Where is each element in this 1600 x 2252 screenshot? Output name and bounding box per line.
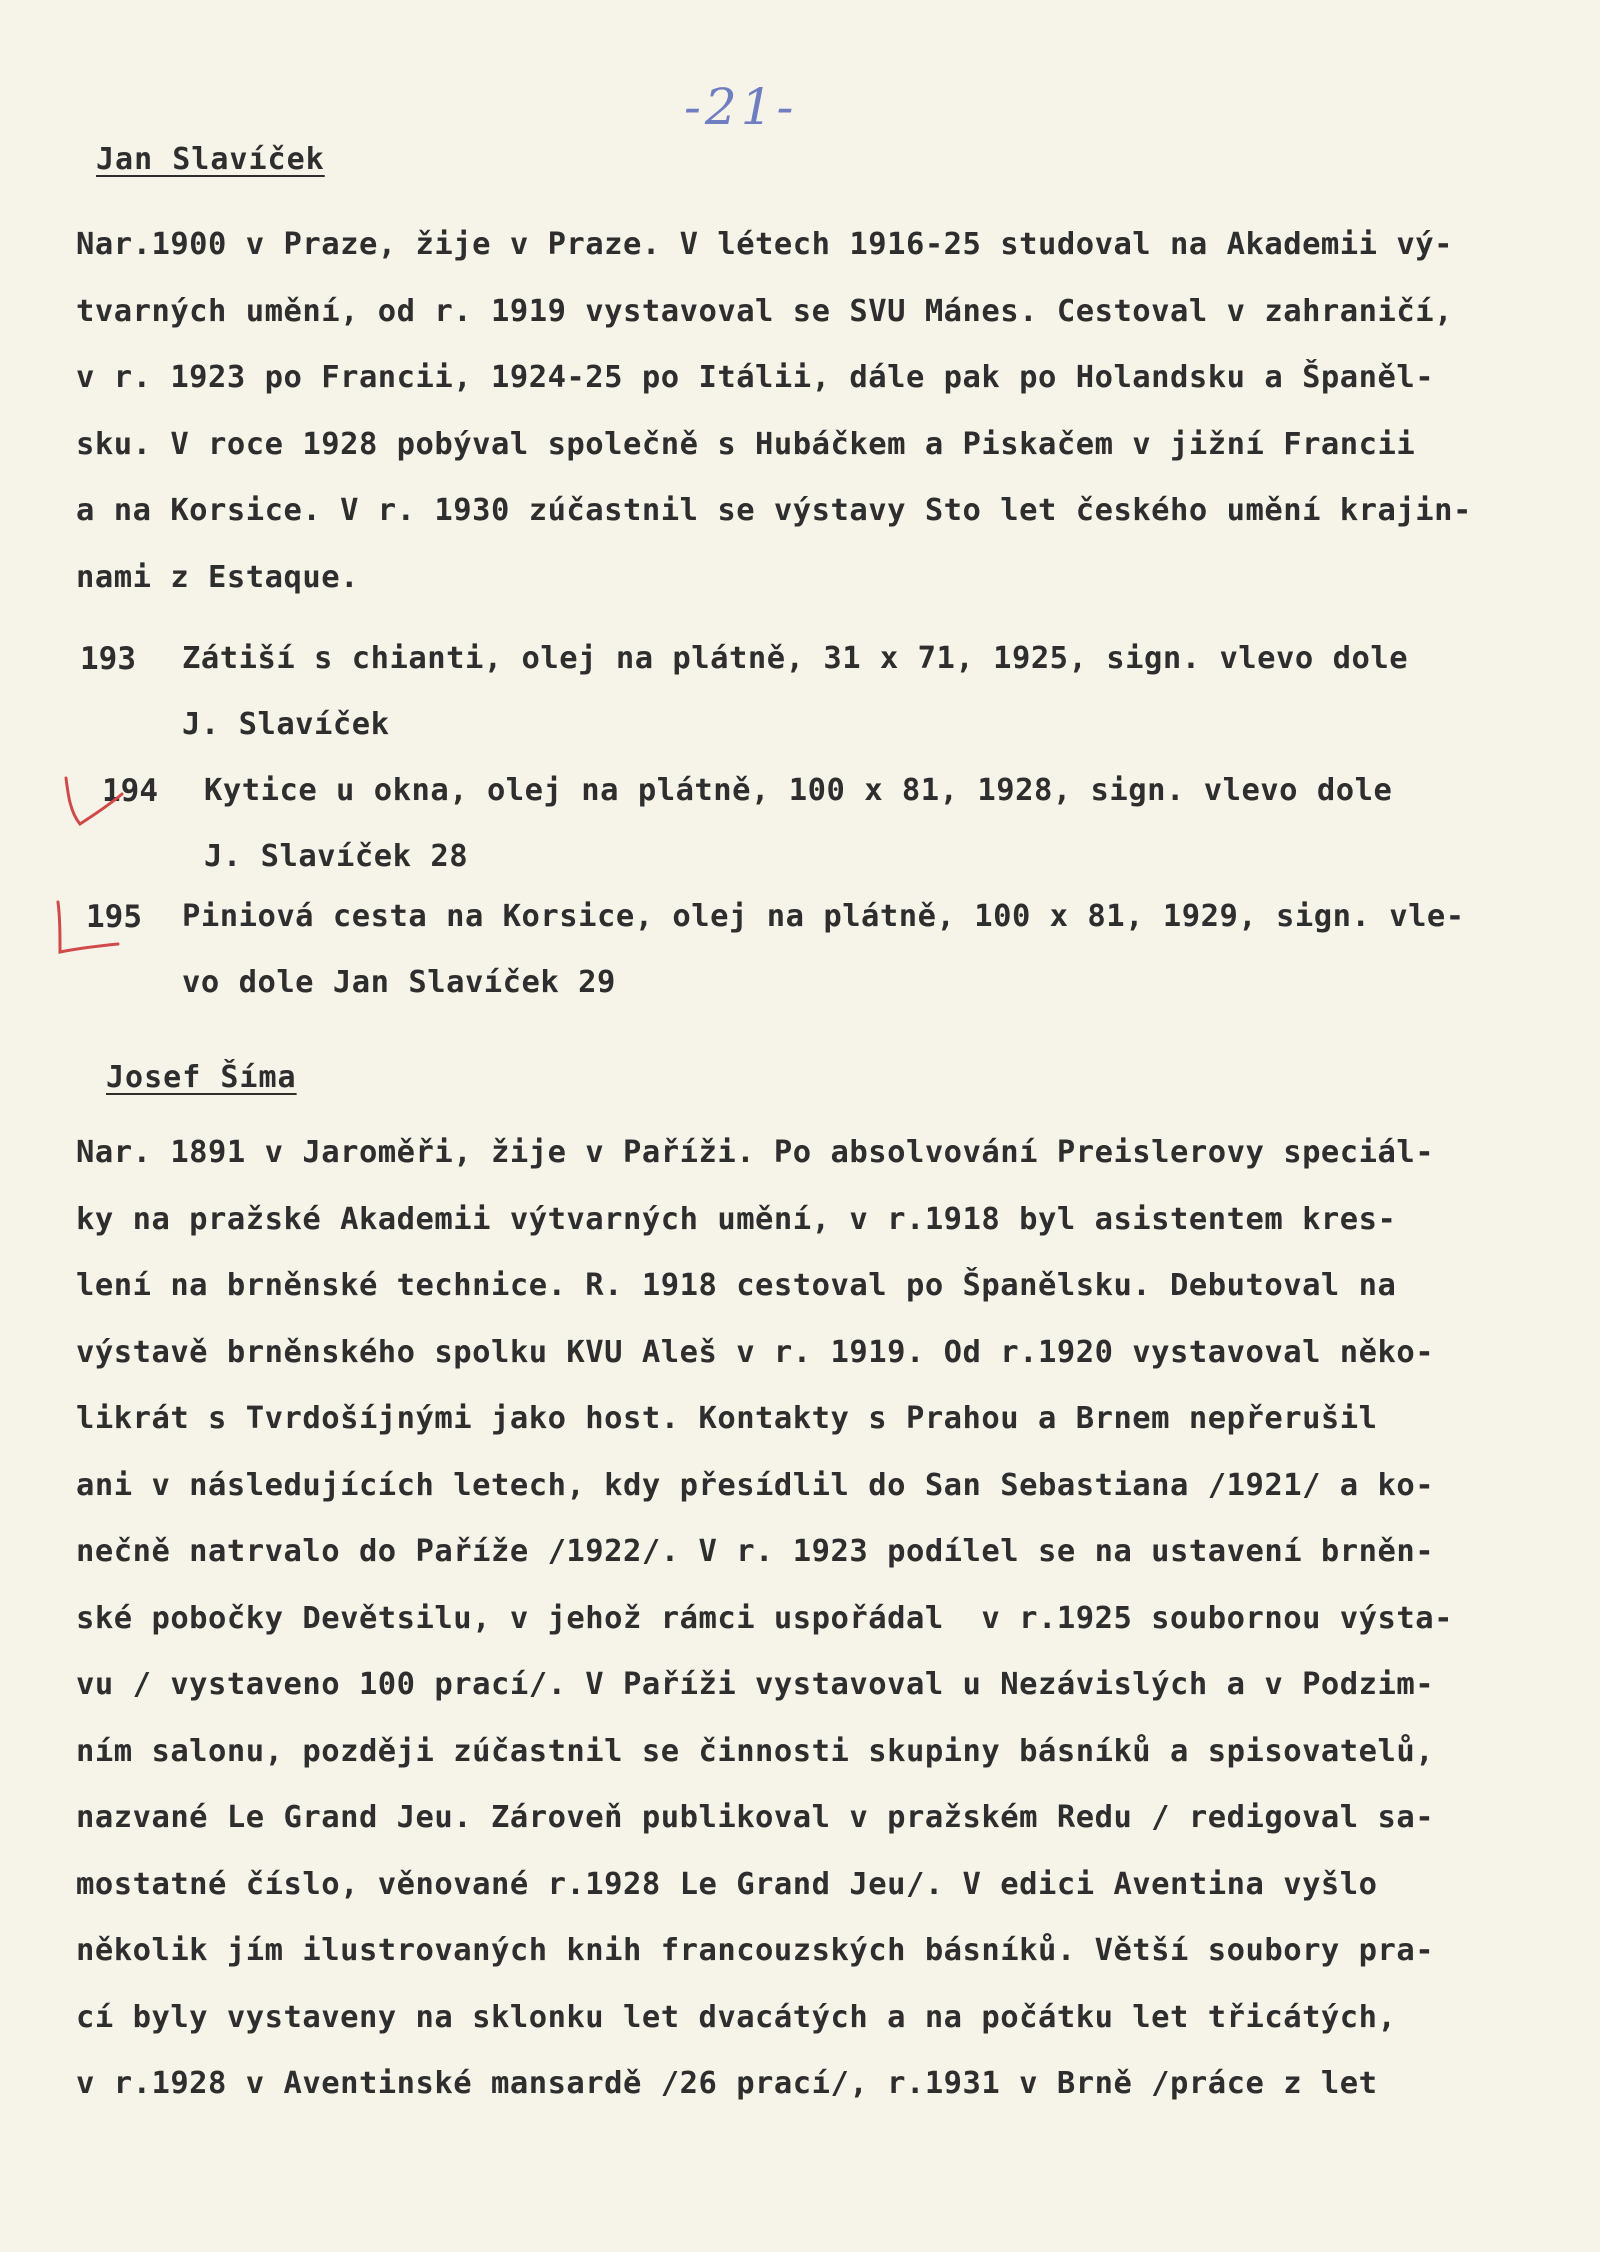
entry-line: J. Slavíček xyxy=(182,707,390,742)
entry-number: 195 xyxy=(86,899,142,935)
section-heading-slavicek: Jan Slavíček xyxy=(96,142,325,177)
bio-line: Nar.1900 v Praze, žije v Praze. V létech 1916-25 studoval na Akademii vý- xyxy=(76,227,1453,262)
bio-line: Nar. 1891 v Jaroměři, žije v Paříži. Po absolvování Preislerovy speciál- xyxy=(76,1135,1435,1170)
bio-line: lení na brněnské technice. R. 1918 cestoval po Španělsku. Debutoval na xyxy=(76,1268,1397,1303)
bio-line: vu / vystaveno 100 prací/. V Paříži vystavoval u Nezávislých a v Podzim- xyxy=(76,1667,1435,1702)
bio-line: cí byly vystaveny na sklonku let dvacátých a na počátku let třicátých, xyxy=(76,1999,1397,2035)
bio-line: v r. 1923 po Francii, 1924-25 po Itálii, dále pak po Holandsku a Španěl- xyxy=(76,360,1435,395)
bio-paragraph-slavicek xyxy=(76,212,1566,611)
bio-line: v r.1928 v Aventinské mansardě /26 prací/, r.1931 v Brně /práce z let xyxy=(76,2066,1378,2101)
entry-line: Kytice u okna, olej na plátně, 100 x 81, 1928, sign. vlevo dole xyxy=(204,773,1393,808)
bio-line: několik jím ilustrovaných knih francouzských básníků. Větší soubory pra- xyxy=(76,1933,1435,1968)
section-heading-sima: Josef Šíma xyxy=(106,1060,297,1095)
check-mark-icon xyxy=(58,772,128,836)
entry-number: 194 xyxy=(102,773,158,809)
bio-line: nami z Estaque. xyxy=(76,559,359,595)
bio-line: ani v následujících letech, kdy přesídlil do San Sebastiana /1921/ a ko- xyxy=(76,1467,1435,1503)
entry-line: vo dole Jan Slavíček 29 xyxy=(182,965,616,1000)
bio-line: nazvané Le Grand Jeu. Zároveň publikoval v pražském Redu / redigoval sa- xyxy=(76,1800,1435,1835)
bio-line: sku. V roce 1928 pobýval společně s Hubáčkem a Piskačem v jižní Francii xyxy=(76,426,1416,462)
bio-line: ním salonu, později zúčastnil se činnosti skupiny básníků a spisovatelů, xyxy=(76,1733,1435,1769)
bio-line: mostatné číslo, věnované r.1928 Le Grand Jeu/. V edici Aventina vyšlo xyxy=(76,1866,1378,1902)
entry-line: Piniová cesta na Korsice, olej na plátně, 100 x 81, 1929, sign. vle- xyxy=(182,899,1465,934)
bio-paragraph-sima xyxy=(76,1120,1566,2118)
bio-line: výstavě brněnského spolku KVU Aleš v r. 1919. Od r.1920 vystavoval něko- xyxy=(76,1334,1435,1370)
bio-line: likrát s Tvrdošíjnými jako host. Kontakty s Prahou a Brnem nepřerušil xyxy=(76,1401,1378,1436)
bio-line: ky na pražské Akademii výtvarných umění, v r.1918 byl asistentem kres- xyxy=(76,1201,1397,1237)
entry-number: 193 xyxy=(80,641,136,677)
entry-line: Zátiší s chianti, olej na plátně, 31 x 71, 1925, sign. vlevo dole xyxy=(182,641,1409,676)
bio-line: a na Korsice. V r. 1930 zúčastnil se výstavy Sto let českého umění krajin- xyxy=(76,493,1472,528)
bio-line: ské pobočky Devětsilu, v jehož rámci uspořádal v r.1925 soubornou výsta- xyxy=(76,1600,1453,1636)
bio-line: tvarných umění, od r. 1919 vystavoval se SVU Mánes. Cestoval v zahraničí, xyxy=(76,293,1453,329)
bio-line: nečně natrvalo do Paříže /1922/. V r. 1923 podílel se na ustavení brněn- xyxy=(76,1534,1435,1569)
page-number: -21- xyxy=(684,78,798,136)
check-mark-icon xyxy=(46,898,126,962)
entry-line: J. Slavíček 28 xyxy=(204,839,469,874)
